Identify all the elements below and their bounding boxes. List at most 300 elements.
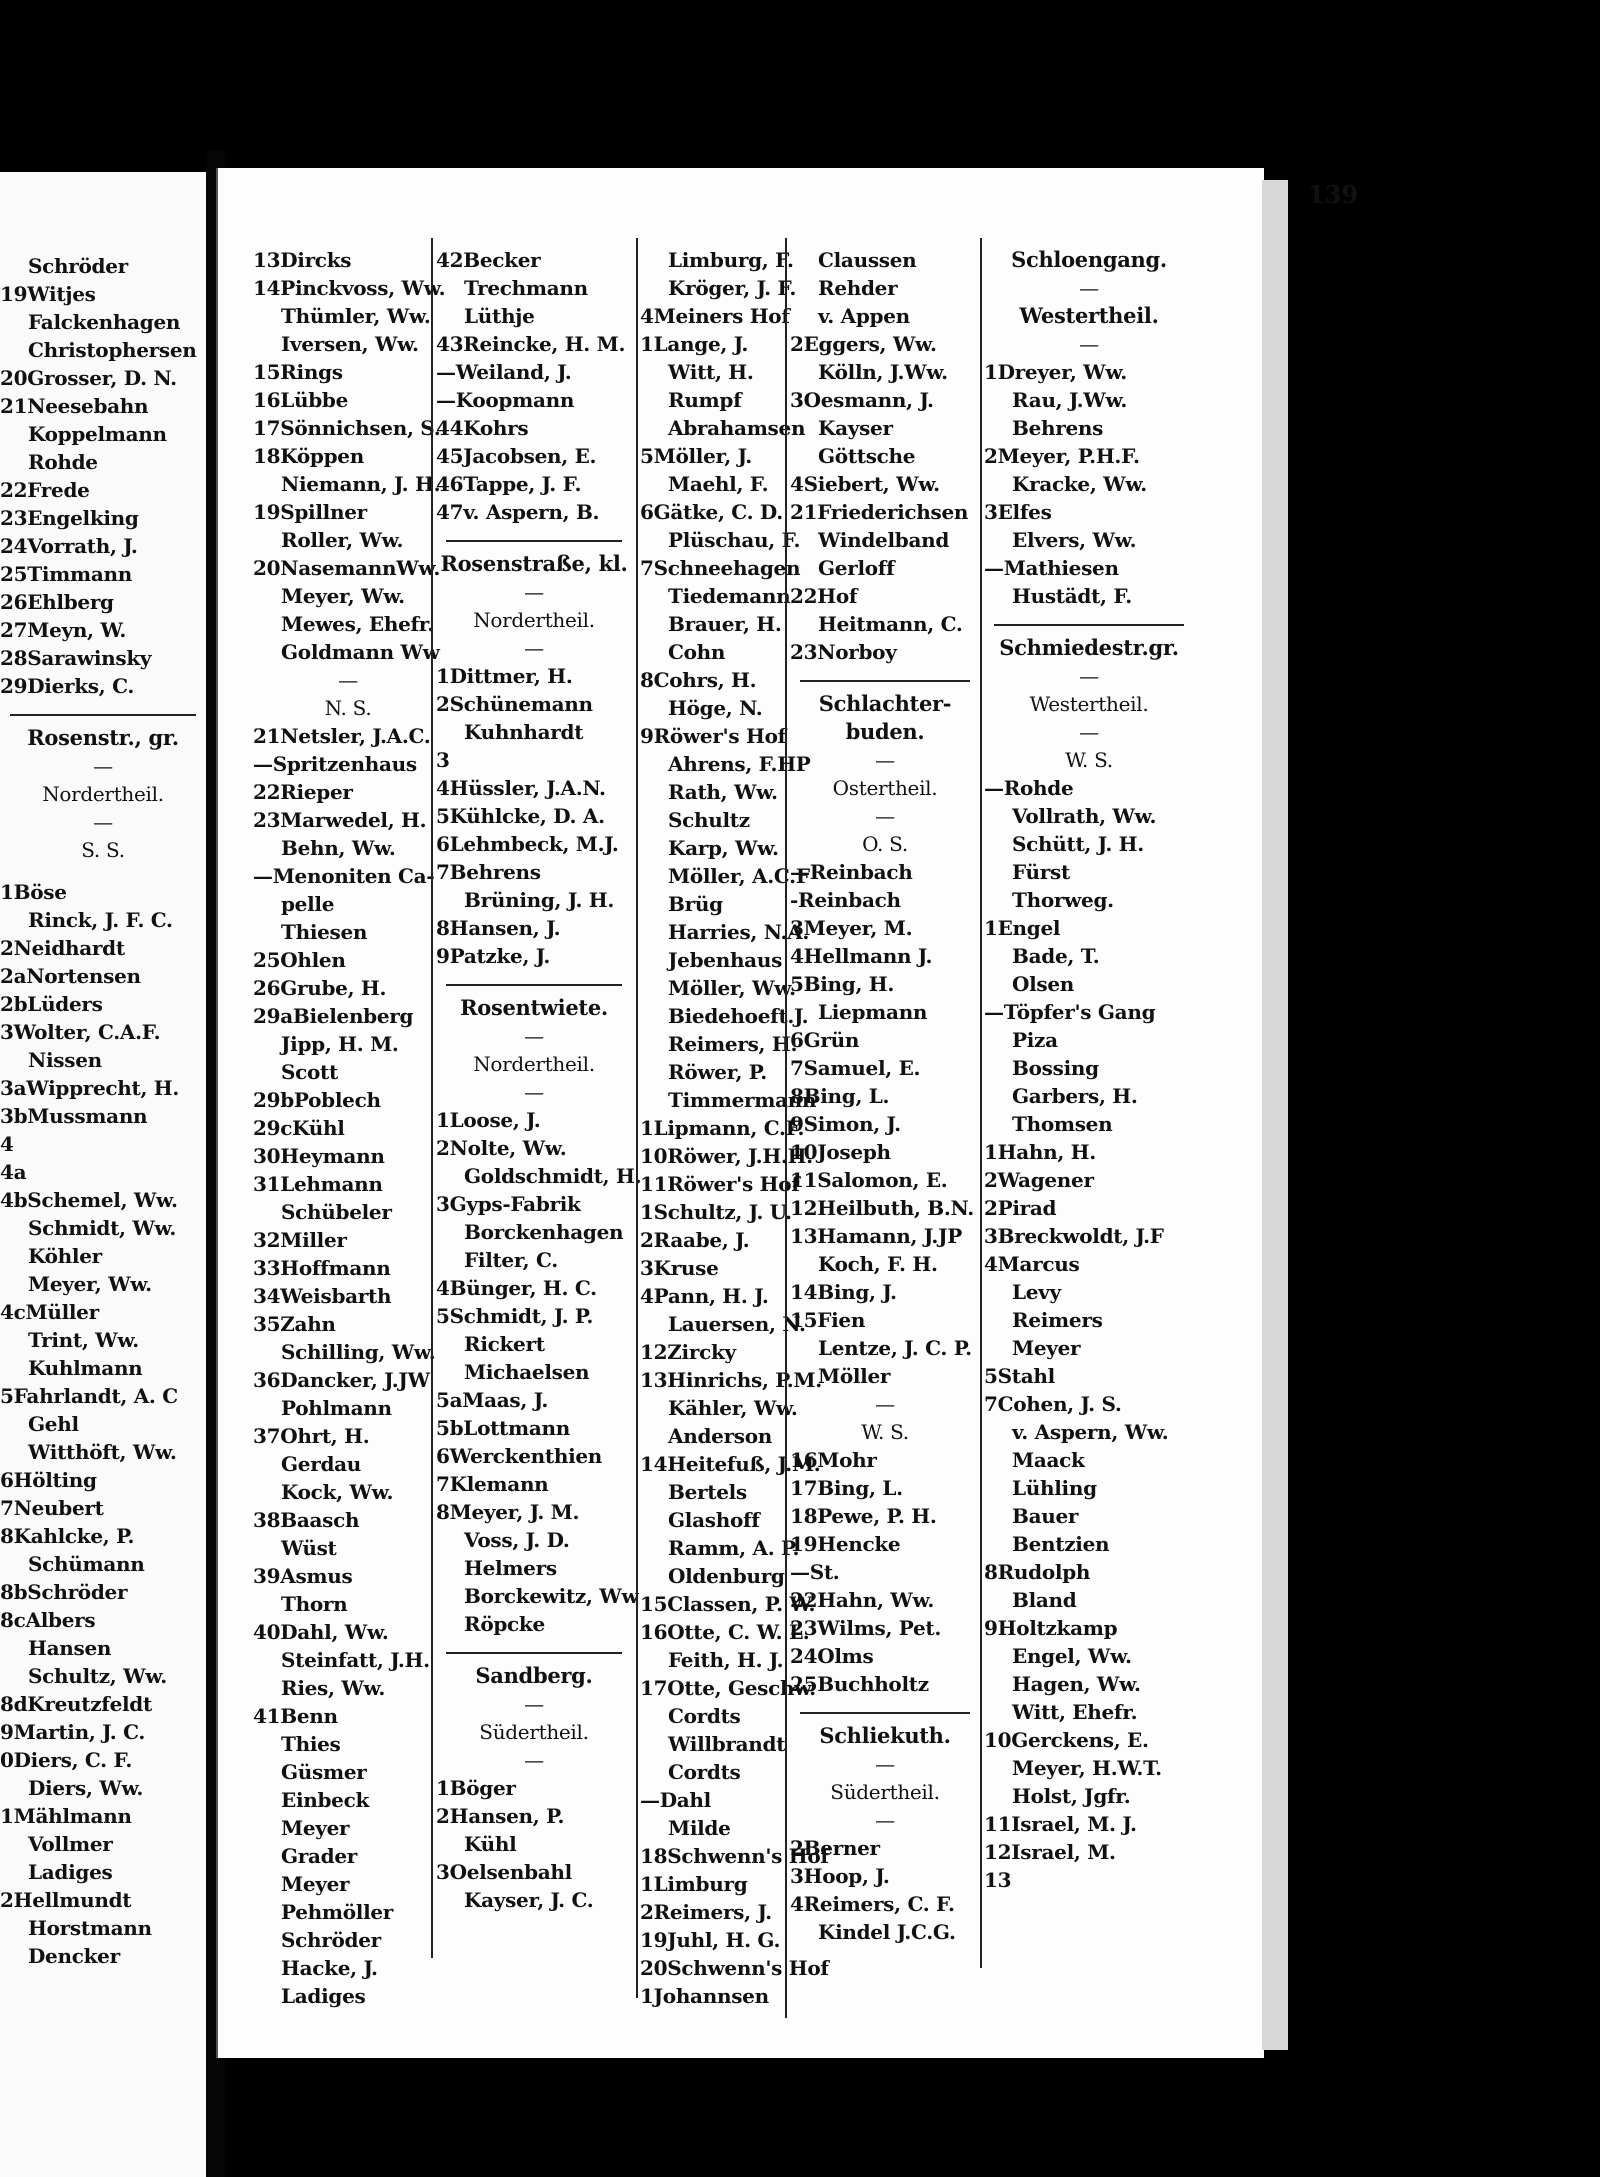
entry-line: 10Röwer, J.H.H. [640, 1144, 813, 1168]
entry-line: 27Meyn, W. [0, 618, 127, 642]
entry-line: Röwer, P. [668, 1060, 767, 1084]
section-label: Nordertheil. [473, 1052, 595, 1076]
street-heading: Rosenstraße, kl. [440, 551, 628, 576]
entry-line: 21Netsler, J.A.C. [253, 724, 431, 748]
entry-line: 4Siebert, Ww. [790, 472, 940, 496]
entry-line: Reimers, H. [668, 1032, 798, 1056]
entry-line: Elvers, Ww. [1012, 528, 1137, 552]
dash-separator: — [524, 1692, 544, 1716]
page-number: 139 [1308, 180, 1359, 209]
entry-line: 11Israel, M. J. [984, 1812, 1137, 1836]
entry-line: Vollrath, Ww. [1012, 804, 1157, 828]
entry-line: 32Miller [253, 1228, 347, 1252]
entry-line: 22Hof [790, 584, 858, 608]
entry-line: Kayser [818, 416, 893, 440]
entry-line: 40Dahl, Ww. [253, 1620, 389, 1644]
entry-line: Schütt, J. H. [1012, 832, 1144, 856]
entry-line: Göttsche [818, 444, 916, 468]
entry-line: Thiesen [281, 920, 368, 944]
entry-line: Jebenhaus [668, 948, 783, 972]
entry-line: 7Neubert [0, 1496, 104, 1520]
entry-line: 10Joseph [790, 1140, 891, 1164]
directory-column-2 [436, 246, 642, 1914]
entry-line: 29aBielenberg [253, 1004, 414, 1028]
entry-line: —Mathiesen [984, 556, 1119, 580]
entry-line: Höge, N. [668, 696, 763, 720]
entry-line: v. Appen [818, 304, 910, 328]
dash-separator: — [93, 754, 113, 778]
entry-line: Filter, C. [464, 1248, 558, 1272]
entry-line: Claussen [818, 248, 917, 272]
entry-line: 1Lange, J. [640, 332, 748, 356]
directory-column-4 [790, 246, 980, 1946]
entry-line: 3Wolter, C.A.F. [0, 1020, 161, 1044]
entry-line: 39Asmus [253, 1564, 353, 1588]
entry-line: 11Röwer's Hof [640, 1172, 800, 1196]
entry-line: Bauer [1012, 1504, 1079, 1528]
entry-line: 41Benn [253, 1704, 338, 1728]
entry-line: Horstmann [28, 1916, 152, 1940]
entry-line: 5Stahl [984, 1364, 1055, 1388]
entry-line: 9Holtzkamp [984, 1616, 1118, 1640]
entry-line: 17Otte, Geschw. [640, 1676, 816, 1700]
entry-line: 28Sarawinsky [0, 646, 152, 670]
entry-line: Lauersen, N. [668, 1312, 806, 1336]
dash-separator: — [524, 1748, 544, 1772]
directory-column-5 [984, 246, 1194, 1894]
entry-line: Koppelmann [28, 422, 167, 446]
entry-line: 18Köppen [253, 444, 364, 468]
entry-line: Lüthje [464, 304, 535, 328]
entry-line: Ries, Ww. [281, 1676, 386, 1700]
section-label: Ostertheil. [832, 776, 938, 800]
entry-line: Ladiges [28, 1860, 113, 1884]
entry-line: 13Dircks [253, 248, 352, 272]
entry-line: 4a [0, 1160, 27, 1184]
entry-line: Piza [1012, 1028, 1058, 1052]
entry-line: 3Hoop, J. [790, 1864, 890, 1888]
entry-line: Rumpf [668, 388, 742, 412]
directory-column-1 [253, 246, 446, 2010]
entry-line: 14Bing, J. [790, 1280, 897, 1304]
entry-line: Oldenburg [668, 1564, 785, 1588]
section-rule [10, 714, 196, 716]
entry-line: Hagen, Ww. [1012, 1672, 1141, 1696]
entry-line: Mewes, Ehefr. [281, 612, 434, 636]
entry-line: 4Pann, H. J. [640, 1284, 769, 1308]
entry-line: 3Elfes [984, 500, 1052, 524]
entry-line: 4Bünger, H. C. [436, 1276, 597, 1300]
entry-line: 38Baasch [253, 1508, 360, 1532]
entry-line: Biedehoeft.J. [668, 1004, 809, 1028]
entry-line: 2Reimers, J. [640, 1900, 772, 1924]
entry-line: Heitmann, C. [818, 612, 963, 636]
entry-line: 15Classen, P. W. [640, 1592, 816, 1616]
entry-line: 31Lehmann [253, 1172, 383, 1196]
entry-line: Abrahamsen [668, 416, 806, 440]
entry-line: 3Breckwoldt, J.F [984, 1224, 1164, 1248]
entry-line: Levy [1012, 1280, 1061, 1304]
entry-line: —Koopmann [436, 388, 575, 412]
entry-line: 1Lipmann, C.F. [640, 1116, 805, 1140]
entry-line: Limburg, F. [668, 248, 794, 272]
entry-line: 7Behrens [436, 860, 541, 884]
dash-separator: — [93, 810, 113, 834]
entry-line: 1Johannsen [640, 1984, 769, 2008]
entry-line: Kölln, J.Ww. [818, 360, 948, 384]
entry-line: Kähler, Ww. [668, 1396, 798, 1420]
entry-line: 23Marwedel, H. [253, 808, 427, 832]
entry-line: 15Fien [790, 1308, 866, 1332]
entry-line: 22Frede [0, 478, 90, 502]
entry-line: —Spritzenhaus [253, 752, 417, 776]
entry-line: Möller [818, 1364, 891, 1388]
entry-line: Möller, Ww. [668, 976, 796, 1000]
entry-line: Tiedemann [668, 584, 791, 608]
entry-line: Thümler, Ww. [281, 304, 431, 328]
entry-line: Helmers [464, 1556, 557, 1580]
spacer [0, 864, 206, 878]
column-divider [785, 238, 787, 2018]
entry-line: 23Engelking [0, 506, 139, 530]
entry-line: Rinck, J. F. C. [28, 908, 173, 932]
entry-line: Witt, H. [668, 360, 754, 384]
entry-line: Milde [668, 1816, 731, 1840]
section-label: O. S. [862, 832, 908, 856]
entry-line: 16Otte, C. W. L. [640, 1620, 810, 1644]
entry-line: 8Hansen, J. [436, 916, 561, 940]
column-divider [636, 238, 638, 1998]
entry-line: 6Werckenthien [436, 1444, 603, 1468]
entry-line: Kröger, J. F. [668, 276, 797, 300]
entry-line: Thorweg. [1012, 888, 1114, 912]
section-rule [446, 1652, 622, 1654]
entry-line: Bade, T. [1012, 944, 1100, 968]
entry-line: 8Cohrs, H. [640, 668, 757, 692]
entry-line: Witthöft, Ww. [28, 1440, 177, 1464]
entry-line: 4bSchemel, Ww. [0, 1188, 178, 1212]
street-heading: Westertheil. [1019, 303, 1159, 328]
entry-line: 14Pinckvoss, Ww. [253, 276, 446, 300]
dash-separator: — [524, 1024, 544, 1048]
street-heading: Schloengang. [1011, 247, 1167, 272]
entry-line: 15Rings [253, 360, 343, 384]
entry-line: 2Hansen, P. [436, 1804, 565, 1828]
entry-line: 24Olms [790, 1644, 874, 1668]
street-heading: Schlachter- [818, 691, 952, 716]
entry-line: Schultz, Ww. [28, 1664, 167, 1688]
entry-line: Hacke, J. [281, 1956, 378, 1980]
entry-line: Voss, J. D. [464, 1528, 570, 1552]
entry-line: 4Marcus [984, 1252, 1080, 1276]
entry-line: Falckenhagen [28, 310, 181, 334]
entry-line: 21Neesebahn [0, 394, 149, 418]
entry-line: 13Hinrichs, P.M. [640, 1368, 822, 1392]
entry-line: 1Mählmann [0, 1804, 132, 1828]
entry-line: Reimers [1012, 1308, 1103, 1332]
entry-line: Pohlmann [281, 1396, 392, 1420]
entry-line: 5Möller, J. [640, 444, 752, 468]
entry-line: 0Diers, C. F. [0, 1748, 133, 1772]
entry-line: 7Klemann [436, 1472, 549, 1496]
entry-line: Niemann, J. H. [281, 472, 441, 496]
section-label: Südertheil. [479, 1720, 589, 1744]
entry-line: Pehmöller [281, 1900, 394, 1924]
entry-line: 20NasemannWw. [253, 556, 440, 580]
entry-line: Cordts [668, 1704, 741, 1728]
entry-line: 1Böse [0, 880, 67, 904]
street-heading: Schliekuth. [819, 1723, 951, 1748]
entry-line: Hansen [28, 1636, 112, 1660]
entry-line: Witt, Ehefr. [1012, 1700, 1138, 1724]
entry-line: 4Hüssler, J.A.N. [436, 776, 606, 800]
entry-line: Kuhnhardt [464, 720, 584, 744]
entry-line: 9Martin, J. C. [0, 1720, 146, 1744]
entry-line: 7Schneehagen [640, 556, 801, 580]
entry-line: 4Meiners Hof [640, 304, 790, 328]
section-rule [800, 680, 970, 682]
entry-line: 6Gätke, C. D. [640, 500, 783, 524]
section-label: Südertheil. [830, 1780, 940, 1804]
entry-line: Güsmer [281, 1760, 367, 1784]
entry-line: Holst, Jgfr. [1012, 1784, 1131, 1808]
entry-line: Ladiges [281, 1984, 366, 2008]
entry-line: -Reinbach [790, 888, 901, 912]
street-heading: Rosenstr., gr. [27, 725, 179, 750]
entry-line: —Menoniten Ca- [253, 864, 435, 888]
entry-line: 42Becker [436, 248, 541, 272]
left-page-column [0, 252, 206, 1970]
entry-line: 9Simon, J. [790, 1112, 901, 1136]
dash-separator: — [875, 1808, 895, 1832]
entry-line: 25Ohlen [253, 948, 346, 972]
entry-line: Kock, Ww. [281, 1480, 394, 1504]
entry-line: 8Bing, L. [790, 1084, 890, 1108]
entry-line: Timmermann [668, 1088, 817, 1112]
entry-line: 20Schwenn's Hof [640, 1956, 829, 1980]
entry-line: 6Grün [790, 1028, 860, 1052]
entry-line: Rickert [464, 1332, 545, 1356]
entry-line: 4 [0, 1132, 14, 1156]
entry-line: Köhler [28, 1244, 102, 1268]
dash-separator: — [338, 668, 358, 692]
street-heading: Rosentwiete. [460, 995, 608, 1020]
entry-line: Christophersen [28, 338, 197, 362]
page-edge [1262, 180, 1288, 2050]
entry-line: 17Sönnichsen, S. [253, 416, 441, 440]
entry-line: Goldmann Ww [281, 640, 440, 664]
entry-line: 33Hoffmann [253, 1256, 391, 1280]
entry-line: 5Schmidt, J. P. [436, 1304, 594, 1328]
entry-line: 29cKühl [253, 1116, 345, 1140]
entry-line: Schmidt, Ww. [28, 1216, 177, 1240]
entry-line: —Rohde [984, 776, 1074, 800]
entry-line: 4Reimers, C. F. [790, 1892, 955, 1916]
entry-line: 22Hahn, Ww. [790, 1588, 935, 1612]
entry-line: Schilling, Ww. [281, 1340, 436, 1364]
entry-line: Gerdau [281, 1452, 362, 1476]
entry-line: Brauer, H. [668, 612, 782, 636]
entry-line: 8Meyer, J. M. [436, 1500, 580, 1524]
entry-line: Rath, Ww. [668, 780, 778, 804]
entry-line: Liepmann [818, 1000, 928, 1024]
entry-line: 44Kohrs [436, 416, 529, 440]
entry-line: Ramm, A. P. [668, 1536, 800, 1560]
entry-line: —Reinbach [790, 860, 913, 884]
entry-line: Goldschmidt, H. [464, 1164, 642, 1188]
entry-line: 16Lübbe [253, 388, 349, 412]
street-heading: buden. [845, 719, 925, 744]
entry-line: Schröder [28, 254, 128, 278]
entry-line: 1Dreyer, Ww. [984, 360, 1127, 384]
entry-line: 21Friederichsen [790, 500, 969, 524]
entry-line: 2Neidhardt [0, 936, 125, 960]
entry-line: 26Ehlberg [0, 590, 114, 614]
entry-line: Harries, N.A. [668, 920, 809, 944]
entry-line: 3Oelsenbahl [436, 1860, 572, 1884]
entry-line: 25Buchholtz [790, 1672, 929, 1696]
entry-line: Michaelsen [464, 1360, 590, 1384]
entry-line: 12Zircky [640, 1340, 736, 1364]
page-139 [216, 168, 1359, 2058]
entry-line: Behn, Ww. [281, 836, 396, 860]
entry-line: 2Raabe, J. [640, 1228, 750, 1252]
entry-line: 2Wagener [984, 1168, 1094, 1192]
entry-line: 4Hellmann J. [790, 944, 933, 968]
entry-line: 1Engel [984, 916, 1061, 940]
entry-line: 3Meyer, M. [790, 916, 913, 940]
entry-line: Hustädt, F. [1012, 584, 1132, 608]
entry-line: 19Juhl, H. G. [640, 1928, 781, 1952]
entry-line: —Dahl [640, 1788, 711, 1812]
entry-line: Plüschau, F. [668, 528, 801, 552]
entry-line: Karp, Ww. [668, 836, 779, 860]
entry-line: Borckewitz, Ww [464, 1584, 639, 1608]
entry-line: 1Limburg [640, 1872, 748, 1896]
section-label: N. S. [324, 696, 372, 720]
entry-line: Rohde [28, 450, 98, 474]
entry-line: 36Dancker, J.JW [253, 1368, 430, 1392]
entry-line: 8bSchröder [0, 1580, 128, 1604]
entry-line: Brüning, J. H. [464, 888, 615, 912]
entry-line: Jipp, H. M. [281, 1032, 399, 1056]
entry-line: 12Heilbuth, B.N. [790, 1196, 974, 1220]
section-rule [994, 624, 1184, 626]
entry-line: Ahrens, F.HP [668, 752, 811, 776]
entry-line: Schröder [281, 1928, 381, 1952]
entry-line: 5Kühlcke, D. A. [436, 804, 605, 828]
entry-line: 13 [984, 1868, 1012, 1892]
section-rule [446, 540, 622, 542]
entry-line: Meyer [1012, 1336, 1081, 1360]
entry-line: 10Gerckens, E. [984, 1728, 1149, 1752]
dash-separator: — [1079, 720, 1099, 744]
entry-line: Diers, Ww. [28, 1776, 144, 1800]
entry-line: 20Grosser, D. N. [0, 366, 177, 390]
entry-line: Engel, Ww. [1012, 1644, 1132, 1668]
entry-line: Wüst [281, 1536, 337, 1560]
entry-line: Dencker [28, 1944, 120, 1968]
entry-line: Trint, Ww. [28, 1328, 139, 1352]
entry-line: 2Meyer, P.H.F. [984, 444, 1140, 468]
entry-line: 7Samuel, E. [790, 1056, 921, 1080]
entry-line: 29bPoblech [253, 1088, 381, 1112]
entry-line: 26Grube, H. [253, 976, 387, 1000]
entry-line: 8dKreutzfeldt [0, 1692, 152, 1716]
entry-line: 35Zahn [253, 1312, 336, 1336]
entry-line: 8Rudolph [984, 1560, 1091, 1584]
entry-line: Willbrandt [668, 1732, 786, 1756]
entry-line: 2Schünemann [436, 692, 593, 716]
entry-line: 22Rieper [253, 780, 353, 804]
entry-line: 8Kahlcke, P. [0, 1524, 135, 1548]
entry-line: 1Dittmer, H. [436, 664, 573, 688]
entry-line: —Töpfer's Gang [984, 1000, 1156, 1024]
entry-line: 5Bing, H. [790, 972, 895, 996]
entry-line: Anderson [668, 1424, 773, 1448]
column-divider [980, 238, 982, 1968]
entry-line: 2Hellmundt [0, 1888, 132, 1912]
entry-line: 23Wilms, Pet. [790, 1616, 942, 1640]
entry-line: pelle [281, 892, 335, 916]
section-label: Nordertheil. [473, 608, 595, 632]
entry-line: Borckenhagen [464, 1220, 624, 1244]
entry-line: Möller, A.C.F [668, 864, 810, 888]
entry-line: Einbeck [281, 1788, 370, 1812]
entry-line: 34Weisbarth [253, 1284, 392, 1308]
dash-separator: — [875, 1392, 895, 1416]
entry-line: Bland [1012, 1588, 1077, 1612]
entry-line: 1Loose, J. [436, 1108, 541, 1132]
entry-line: 18Schwenn's Hof [640, 1844, 829, 1868]
entry-line: Nissen [28, 1048, 102, 1072]
entry-line: Glashoff [668, 1508, 760, 1532]
entry-line: Röpcke [464, 1612, 545, 1636]
entry-line: Maack [1012, 1448, 1085, 1472]
left-page-fragment [0, 172, 209, 2177]
dash-separator: — [875, 748, 895, 772]
entry-line: 2aNortensen [0, 964, 141, 988]
entry-line: 3bMussmann [0, 1104, 148, 1128]
entry-line: 5aMaas, J. [436, 1388, 548, 1412]
entry-line: Bertels [668, 1480, 747, 1504]
entry-line: Kindel J.C.G. [818, 1920, 956, 1944]
entry-line: Behrens [1012, 416, 1104, 440]
entry-line: 23Norboy [790, 640, 897, 664]
entry-line: v. Aspern, Ww. [1012, 1420, 1169, 1444]
entry-line: Kayser, J. C. [464, 1888, 594, 1912]
entry-line: 7Cohen, J. S. [984, 1392, 1122, 1416]
entry-line: 3Gyps-Fabrik [436, 1192, 581, 1216]
entry-line: Brüg [668, 892, 723, 916]
dash-separator: — [1079, 332, 1099, 356]
entry-line: Maehl, F. [668, 472, 769, 496]
entry-line: Rau, J.Ww. [1012, 388, 1128, 412]
section-rule [446, 984, 622, 986]
entry-line: Steinfatt, J.H. [281, 1648, 430, 1672]
section-label: Nordertheil. [42, 782, 164, 806]
entry-line: Kuhlmann [28, 1356, 143, 1380]
dash-separator: — [875, 1752, 895, 1776]
entry-line: 2Pirad [984, 1196, 1057, 1220]
entry-line: Meyer, Ww. [28, 1272, 152, 1296]
dash-separator: — [1079, 664, 1099, 688]
entry-line: 6Hölting [0, 1468, 97, 1492]
street-heading: Schmiedestr.gr. [999, 635, 1179, 660]
entry-line: Cordts [668, 1760, 741, 1784]
entry-line: 2Berner [790, 1836, 880, 1860]
entry-line: Kühl [464, 1832, 517, 1856]
